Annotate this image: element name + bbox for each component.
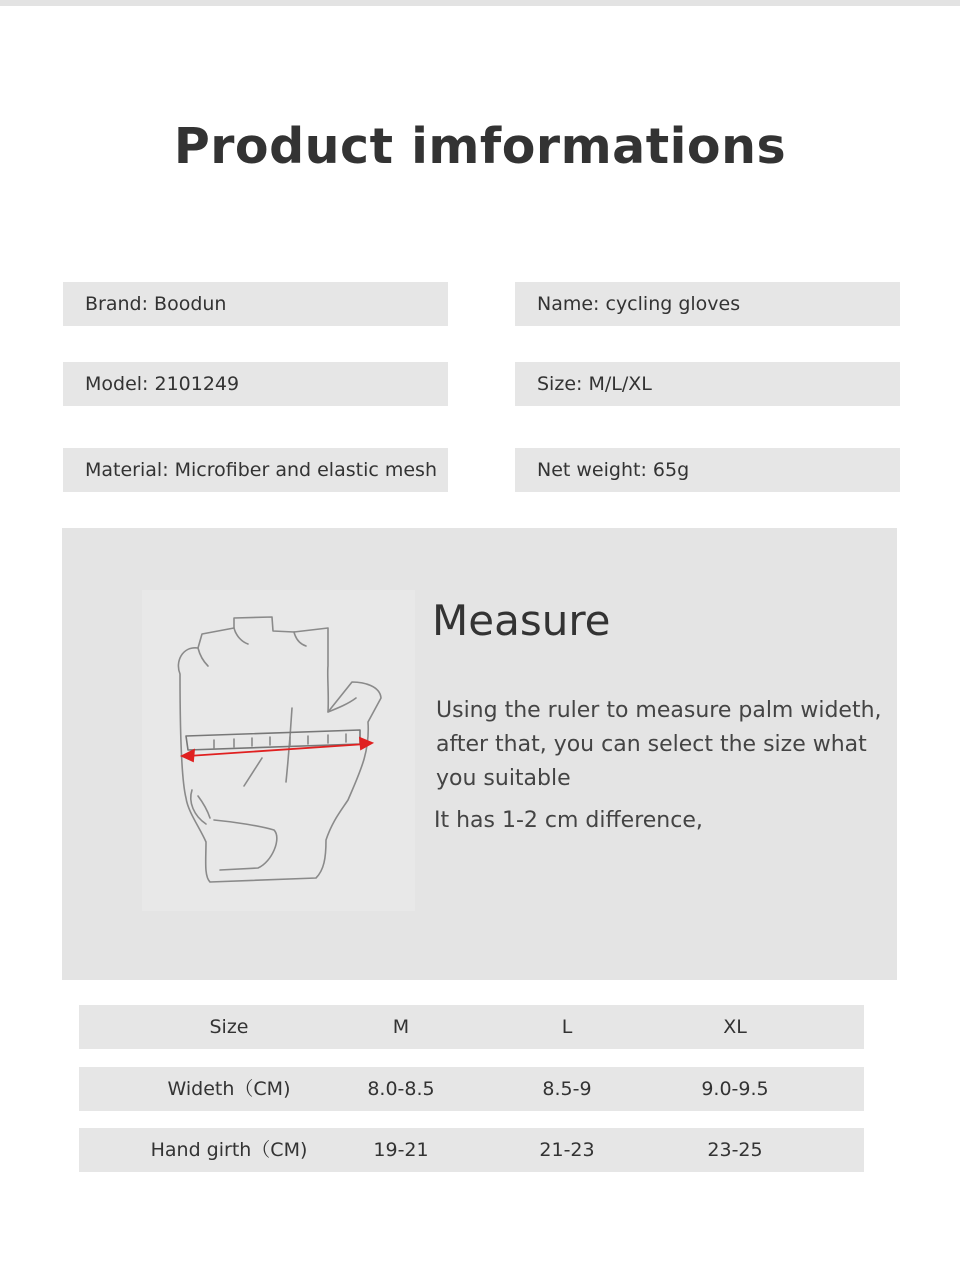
row-label-girth: Hand girth（CM) <box>150 1139 308 1161</box>
header-size: Size <box>209 1016 249 1038</box>
header-xl: XL <box>723 1016 747 1038</box>
material-info: Material: Microfiber and elastic mesh <box>63 448 448 492</box>
weight-info: Net weight: 65g <box>515 448 900 492</box>
cell-width-xl: 9.0-9.5 <box>701 1078 769 1100</box>
brand-info: Brand: Boodun <box>63 282 448 326</box>
measure-description: Using the ruler to measure palm wideth, after that, you can select the size what you suitable <box>436 698 882 791</box>
cell-girth-xl: 23-25 <box>707 1139 763 1161</box>
measure-title: Measure <box>432 596 611 645</box>
measure-note: It has 1-2 cm difference, <box>434 808 703 833</box>
name-info: Name: cycling gloves <box>515 282 900 326</box>
top-divider <box>0 0 960 6</box>
row-label-width: Wideth（CM) <box>167 1078 291 1100</box>
table-row <box>79 1067 864 1111</box>
size-table-header <box>79 1005 864 1049</box>
cell-width-m: 8.0-8.5 <box>367 1078 435 1100</box>
cell-girth-l: 21-23 <box>539 1139 595 1161</box>
cell-width-l: 8.5-9 <box>542 1078 592 1100</box>
header-l: L <box>561 1016 573 1038</box>
size-info: Size: M/L/XL <box>515 362 900 406</box>
glove-icon <box>142 590 415 911</box>
header-m: M <box>392 1016 410 1038</box>
table-row <box>79 1128 864 1172</box>
glove-illustration <box>142 590 415 911</box>
cell-girth-m: 19-21 <box>373 1139 429 1161</box>
model-info: Model: 2101249 <box>63 362 448 406</box>
page-title: Product imformations <box>173 118 787 175</box>
